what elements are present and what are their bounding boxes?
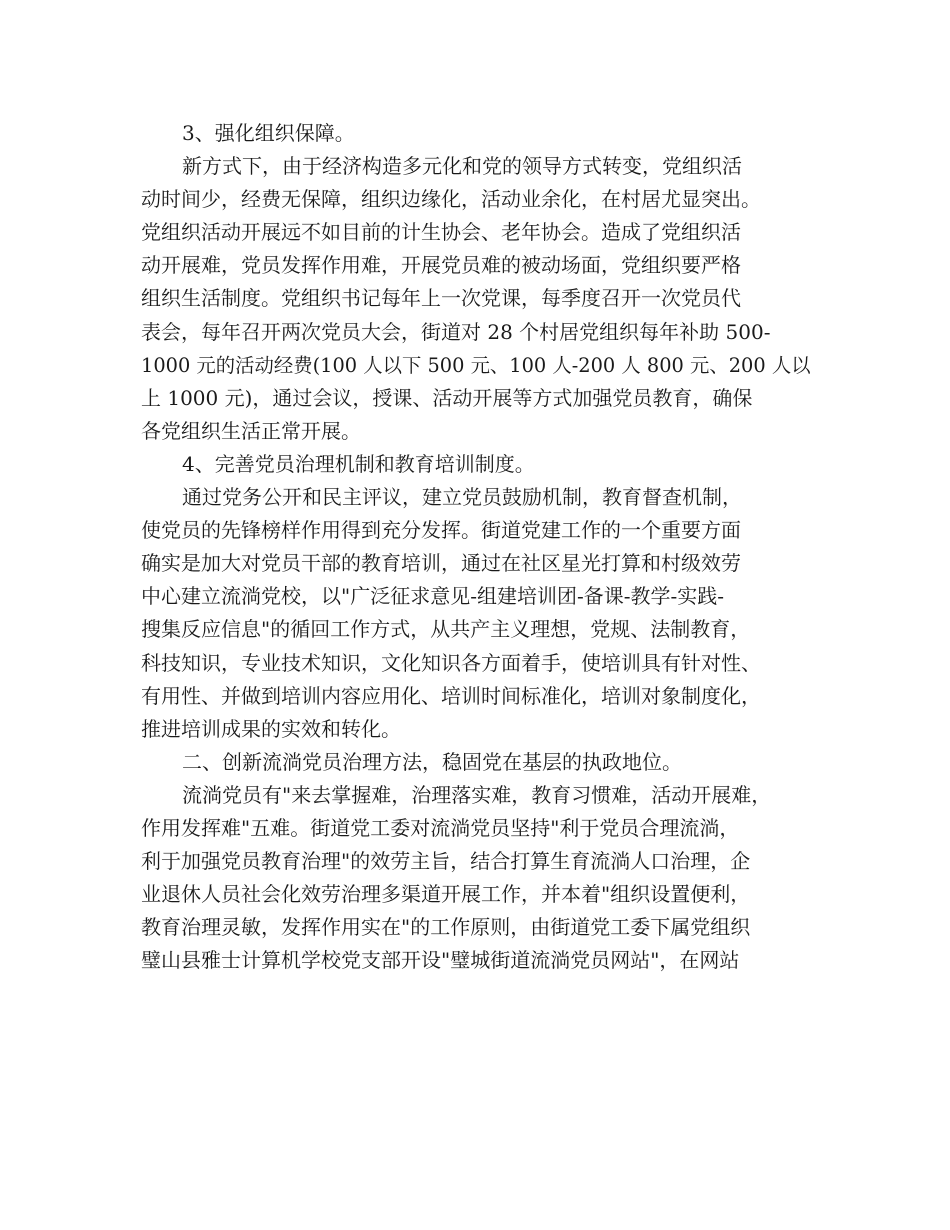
text-line: 璧山县雅士计算机学校党支部开设"璧城街道流淌党员网站"，在网站 bbox=[141, 948, 740, 973]
text-line: 动时间少，经费无保障，组织边缘化，活动业余化，在村居尤显突出。 bbox=[141, 187, 761, 212]
text-line: 确实是加大对党员干部的教育培训，通过在社区星光打算和村级效劳 bbox=[141, 551, 741, 576]
text-line: 1000 元的活动经费(100 人以下 500 元、100 人-200 人 800 元、200 人以 bbox=[141, 353, 811, 377]
text-line: 中心建立流淌党校，以"广泛征求意见-组建培训团-备课-教学-实践- bbox=[141, 584, 724, 609]
text-line: 作用发挥难"五难。街道党工委对流淌党员坚持"利于党员合理流淌， bbox=[141, 815, 740, 840]
text-line: 科技知识，专业技术知识，文化知识各方面着手，使培训具有针对性、 bbox=[141, 650, 761, 675]
text-line: 搜集反应信息"的循回工作方式，从共产主义理想，党规、法制教育， bbox=[141, 617, 751, 642]
text-line: 新方式下，由于经济构造多元化和党的领导方式转变，党组织活 bbox=[182, 154, 742, 179]
text-line: 组织生活制度。党组织书记每年上一次党课，每季度召开一次党员代 bbox=[141, 286, 741, 311]
text-line: 业退休人员社会化效劳治理多渠道开展工作，并本着"组织设置便利， bbox=[141, 882, 751, 907]
text-line: 推进培训成果的实效和转化。 bbox=[141, 716, 401, 741]
document-body bbox=[141, 117, 811, 977]
text-line: 利于加强党员教育治理"的效劳主旨，结合打算生育流淌人口治理，企 bbox=[141, 849, 751, 874]
text-line: 教育治理灵敏，发挥作用实在"的工作原则，由街道党工委下属党组织 bbox=[141, 915, 751, 940]
text-line: 使党员的先锋榜样作用得到充分发挥。街道党建工作的一个重要方面 bbox=[141, 518, 741, 543]
text-line: 流淌党员有"来去掌握难，治理落实难，教育习惯难，活动开展难， bbox=[182, 782, 772, 807]
text-line: 动开展难，党员发挥作用难，开展党员难的被动场面，党组织要严格 bbox=[141, 253, 741, 278]
text-line: 表会，每年召开两次党员大会，街道对 28 个村居党组织每年补助 500- bbox=[141, 319, 771, 344]
text-line: 4、完善党员治理机制和教育培训制度。 bbox=[182, 451, 535, 476]
text-line: 通过党务公开和民主评议，建立党员鼓励机制，教育督查机制， bbox=[182, 485, 742, 510]
text-line: 党组织活动开展远不如目前的计生协会、老年协会。造成了党组织活 bbox=[141, 220, 741, 245]
text-line: 上 1000 元)，通过会议，授课、活动开展等方式加强党员教育，确保 bbox=[141, 385, 753, 410]
text-line: 有用性、并做到培训内容应用化、培训时间标准化，培训对象制度化， bbox=[141, 683, 761, 708]
text-line: 二、创新流淌党员治理方法，稳固党在基层的执政地位。 bbox=[182, 749, 682, 774]
text-line: 各党组织生活正常开展。 bbox=[141, 418, 361, 443]
text-line: 3、强化组织保障。 bbox=[182, 121, 355, 145]
